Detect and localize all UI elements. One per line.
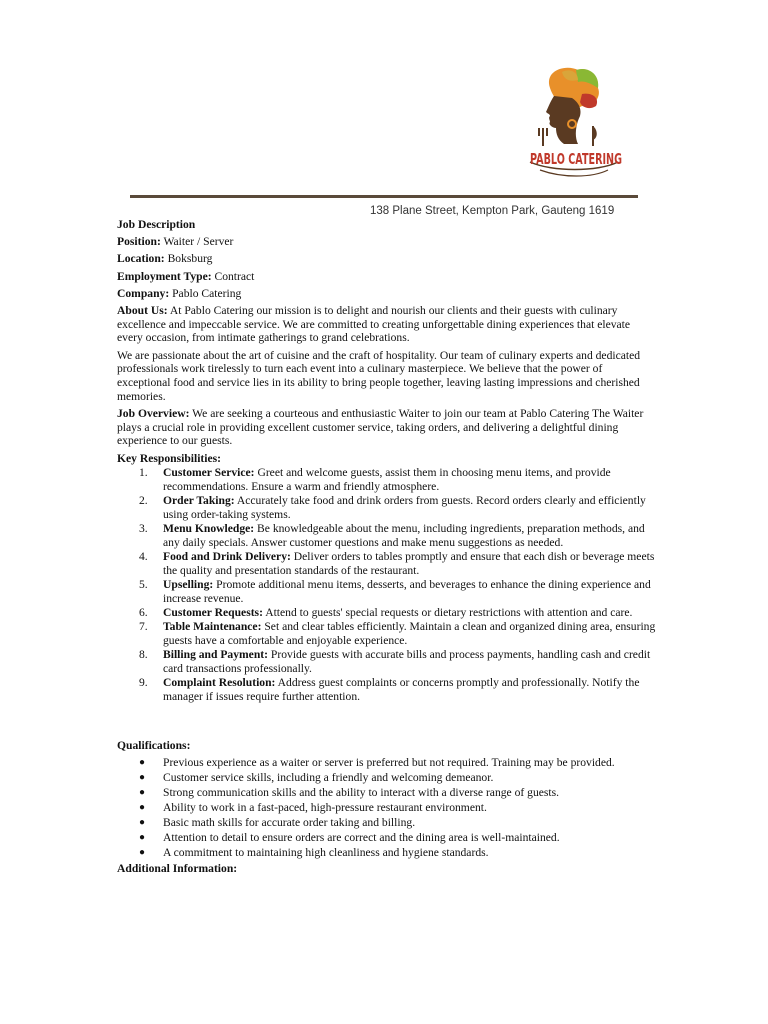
- additional-heading: Additional Information:: [117, 862, 238, 876]
- item-number: 5.: [139, 577, 148, 591]
- list-item: [117, 771, 657, 785]
- list-item: [117, 466, 657, 493]
- employment-line: [117, 270, 657, 284]
- list-item: [117, 578, 657, 605]
- qualifications-heading: Qualifications:: [117, 739, 191, 753]
- item-number: 1.: [139, 466, 148, 480]
- item-number: 7.: [139, 619, 148, 633]
- responsibilities-heading: Key Responsibilities:: [117, 451, 222, 465]
- item-title: Table Maintenance:: [163, 619, 262, 633]
- overview-text: We are seeking a courteous and enthusiastic Waiter to join our team at Pablo Catering The Waiter plays a crucial role in providing excellent customer service, taking orders, and delivering a delightful dining experience to our guests.: [117, 406, 644, 448]
- qualification-text: Previous experience as a waiter or server is preferred but not required. Training may be provided.: [163, 755, 615, 769]
- bullet-icon: ●: [139, 817, 146, 829]
- qualification-text: Attention to detail to ensure orders are correct and the dining area is well-maintained.: [163, 831, 560, 845]
- item-text: Accurately take food and drink orders from guests. Record orders clearly and efficiently using order-taking systems.: [163, 494, 646, 521]
- company-address: 138 Plane Street, Kempton Park, Gauteng 1619: [370, 205, 615, 217]
- list-item: [117, 494, 657, 521]
- position-line: [117, 235, 657, 249]
- item-text: Promote additional menu items, desserts, and beverages to enhance the dining experience and increase revenue.: [163, 577, 651, 605]
- item-title: Food and Drink Delivery:: [163, 549, 291, 563]
- employment-value: Contract: [214, 269, 255, 283]
- list-item: [117, 606, 657, 620]
- passion-paragraph: We are passionate about the art of cuisine and the craft of hospitality. Our team of culinary experts and dedicated professionals work tirelessly to turn each event into a culinary masterpiece. We believe that the power of exceptional food and service lies in its ability to bring people together, leaving lasting impressions and cherished memories.: [117, 348, 641, 403]
- item-text: Attend to guests' special requests or dietary restrictions with attention and care.: [265, 605, 633, 619]
- company-value: Pablo Catering: [172, 286, 242, 300]
- company-label: Company:: [117, 286, 170, 300]
- item-text: Address guest complaints or concerns promptly and professionally. Notify the manager if issues require further attention.: [163, 675, 640, 703]
- item-number: 4.: [139, 549, 148, 563]
- qualification-text: Strong communication skills and the ability to interact with a diverse range of guests.: [163, 786, 560, 800]
- overview-paragraph: [117, 407, 657, 448]
- position-value: Waiter / Server: [163, 235, 234, 249]
- bullet-icon: ●: [139, 787, 146, 799]
- list-item: [117, 786, 657, 800]
- item-title: Customer Requests:: [163, 605, 263, 619]
- item-number: 9.: [139, 675, 148, 689]
- list-item: [117, 846, 657, 860]
- overview-label: Job Overview:: [117, 406, 190, 420]
- list-item: [117, 620, 657, 647]
- qualification-text: Ability to work in a fast-paced, high-pressure restaurant environment.: [163, 801, 487, 815]
- qualification-text: A commitment to maintaining high cleanliness and hygiene standards.: [163, 846, 489, 860]
- header-divider: [130, 195, 638, 198]
- company-logo: [432, 62, 628, 184]
- item-title: Customer Service:: [163, 466, 255, 480]
- list-item: [117, 676, 657, 703]
- item-text: Set and clear tables efficiently. Maintain a clean and organized dining area, ensuring guests have a comfortable and enjoyable experience.: [163, 619, 656, 647]
- list-item: [117, 648, 657, 675]
- item-text: Provide guests with accurate bills and process payments, handling cash and credit card transactions professionally.: [163, 647, 651, 675]
- company-line: [117, 287, 657, 301]
- bullet-icon: ●: [139, 802, 146, 814]
- bullet-icon: ●: [139, 772, 146, 783]
- item-number: 6.: [139, 605, 148, 619]
- bullet-icon: ●: [139, 832, 146, 844]
- responsibilities-list: [117, 466, 657, 703]
- list-item: [117, 522, 657, 549]
- bullet-icon: ●: [139, 847, 146, 859]
- location-label: Location:: [117, 252, 165, 266]
- qualification-text: Basic math skills for accurate order taking and billing.: [163, 816, 416, 830]
- item-title: Menu Knowledge:: [163, 522, 255, 536]
- about-paragraph: [117, 304, 657, 345]
- list-item: [117, 550, 657, 577]
- about-text: At Pablo Catering our mission is to delight and nourish our clients and their guests with culinary excellence and impeccable service. We are committed to creating unforgettable dining experiences that elevate every occasion, from intimate gatherings to grand celebrations.: [117, 304, 631, 345]
- item-number: 8.: [139, 647, 148, 661]
- list-item: [117, 816, 657, 830]
- qualifications-list: [117, 756, 657, 860]
- qualification-text: Customer service skills, including a friendly and welcoming demeanor.: [163, 771, 494, 784]
- job-description: [117, 218, 657, 876]
- location-value: Boksburg: [167, 252, 213, 266]
- item-text: Deliver orders to tables promptly and ensure that each dish or beverage meets the quality and presentation standards of the restaurant.: [163, 549, 655, 577]
- item-number: 3.: [139, 522, 148, 536]
- item-title: Order Taking:: [163, 494, 235, 508]
- list-item: [117, 831, 657, 845]
- list-item: [117, 801, 657, 815]
- item-title: Billing and Payment:: [163, 647, 269, 661]
- employment-label: Employment Type:: [117, 269, 212, 283]
- position-label: Position:: [117, 235, 161, 249]
- item-text: Greet and welcome guests, assist them in choosing menu items, and provide recommendations. Ensure a warm and friendly atmosphere.: [163, 466, 611, 493]
- doc-title: Job Description: [117, 218, 196, 231]
- item-title: Upselling:: [163, 577, 214, 591]
- item-title: Complaint Resolution:: [163, 675, 276, 689]
- about-label: About Us:: [117, 304, 168, 318]
- list-item: [117, 756, 657, 770]
- item-text: Be knowledgeable about the menu, including ingredients, preparation methods, and any daily specials. Answer customer questions and make menu suggestions as needed.: [163, 522, 645, 549]
- item-number: 2.: [139, 494, 148, 508]
- bullet-icon: ●: [139, 756, 146, 768]
- location-line: [117, 252, 657, 266]
- logo-text: PABLO CATERING: [530, 150, 622, 168]
